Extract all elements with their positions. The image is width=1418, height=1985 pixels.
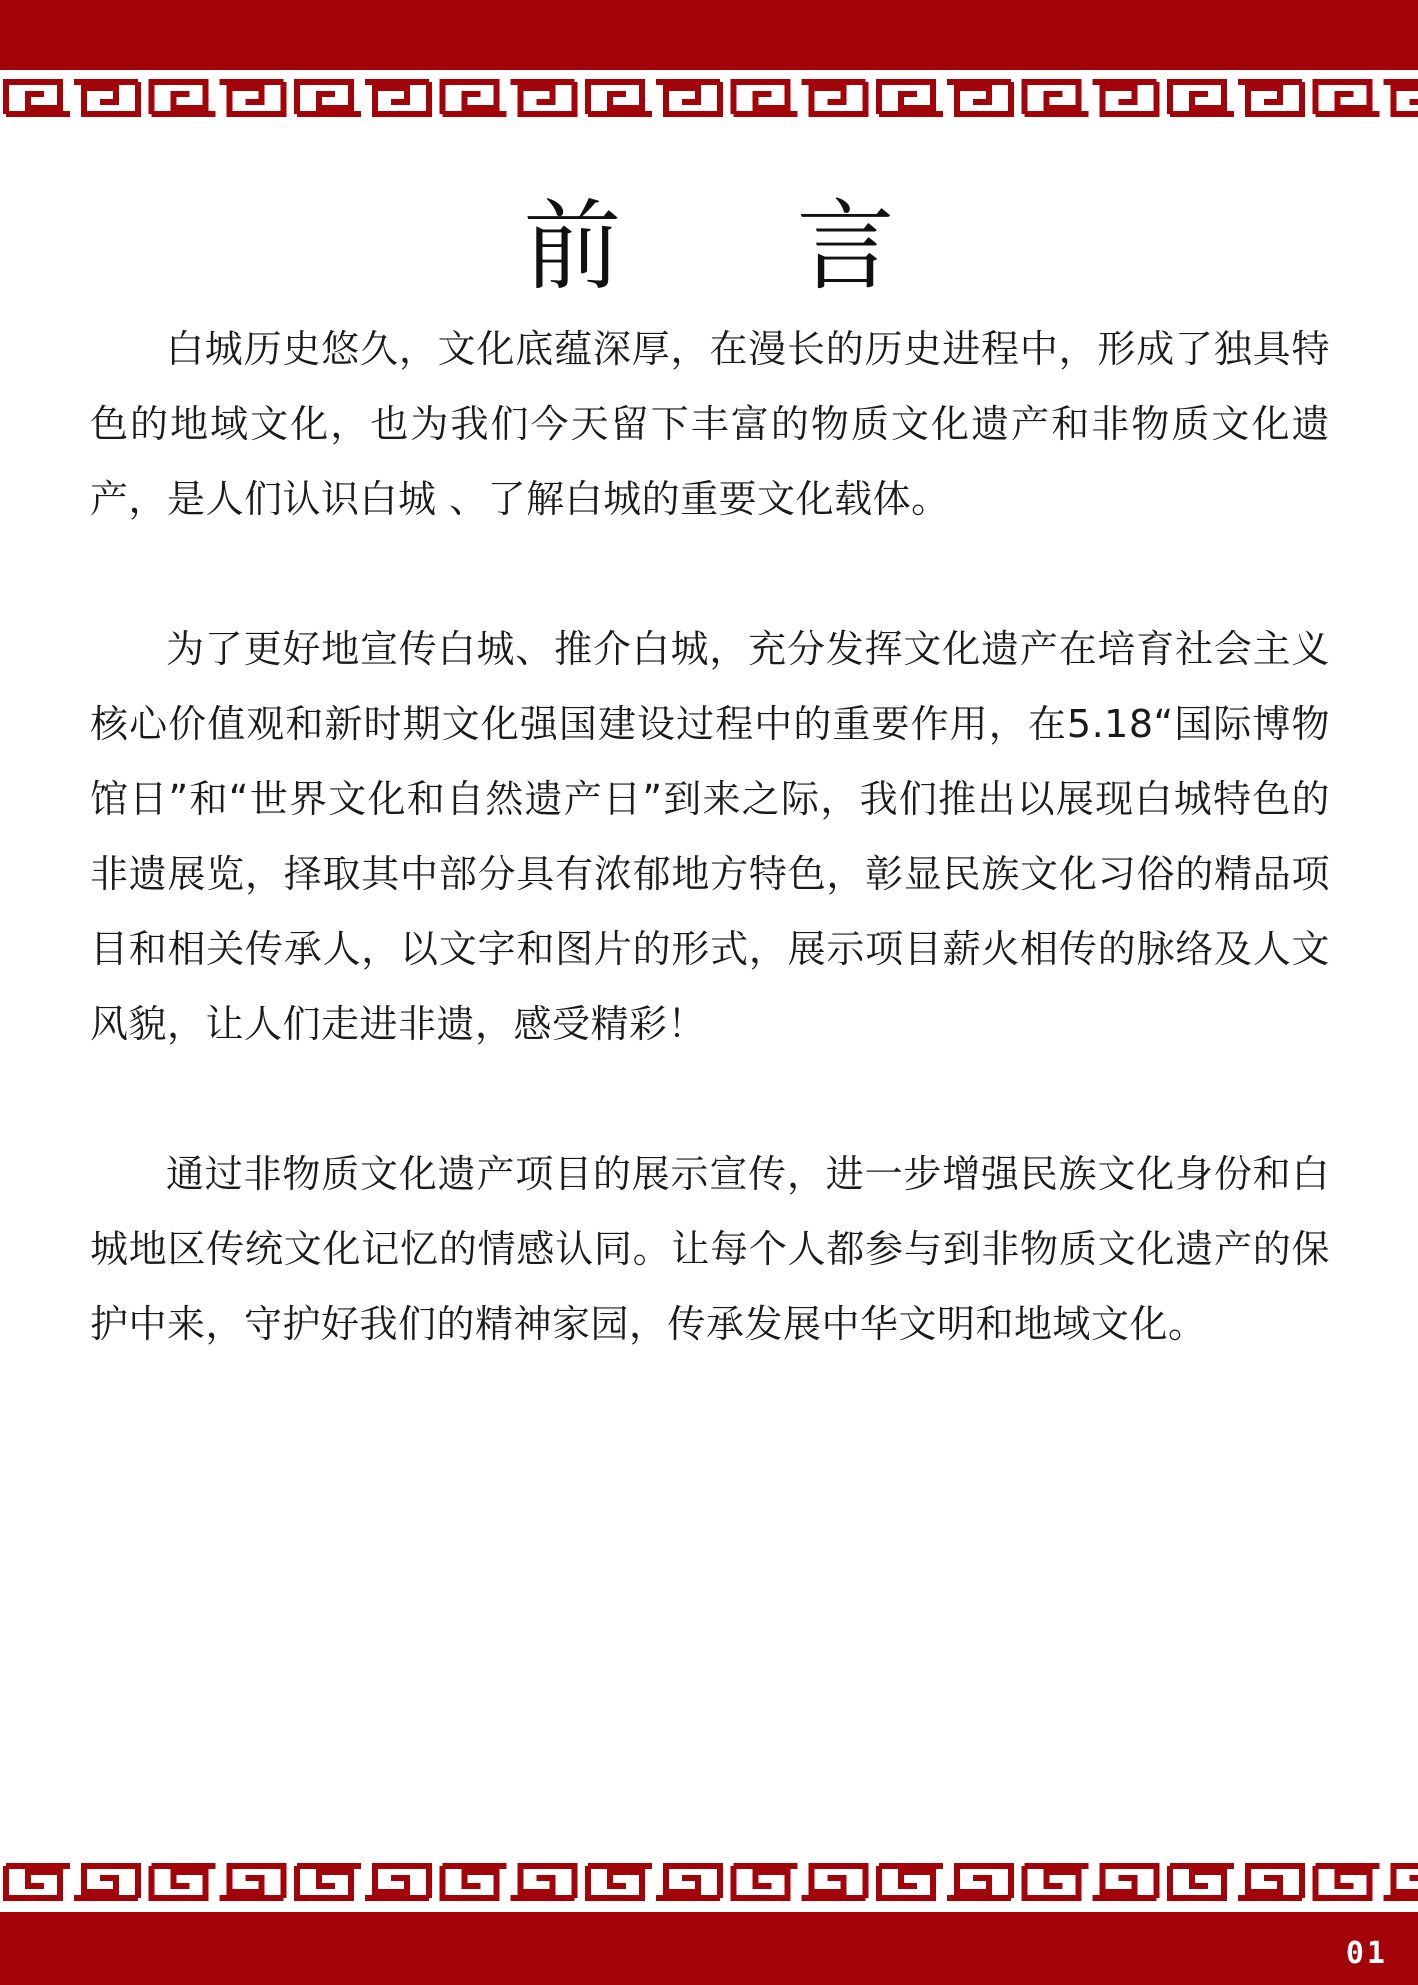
preface-body (90, 312, 1330, 1437)
bottom-fret-border (0, 1858, 1418, 1910)
paragraph-3: 通过非物质文化遗产项目的展示宣传，进一步增强民族文化身份和白城地区传统文化记忆的情感认同。让每个人都参与到非物质文化遗产的保护中来，守护好我们的精神家园，传承发展中华文明和地域文化。 (90, 1152, 1330, 1346)
paragraph-2: 为了更好地宣传白城、推介白城，充分发挥文化遗产在培育社会主义核心价值观和新时期文化强国建设过程中的重要作用，在5.18“国际博物馆日”和“世界文化和自然遗产日”到来之际，我们推出以展现白城特色的非遗展览，择取其中部分具有浓郁地方特色，彰显民族文化习俗的精品项目和相关传承人，以文字和图片的形式，展示项目薪火相传的脉络及人文风貌，让人们走进非遗，感受精彩！ (90, 627, 1330, 1046)
bottom-red-band (0, 1912, 1418, 1985)
top-fret-border (0, 70, 1418, 122)
page-title: 前 言 (523, 190, 967, 304)
page-number: 01 (1345, 1936, 1388, 1971)
top-red-band (0, 0, 1418, 70)
paragraph-1: 白城历史悠久，文化底蕴深厚，在漫长的历史进程中，形成了独具特色的地域文化，也为我们今天留下丰富的物质文化遗产和非物质文化遗产，是人们认识白城 、了解白城的重要文化载体。 (90, 327, 1330, 521)
